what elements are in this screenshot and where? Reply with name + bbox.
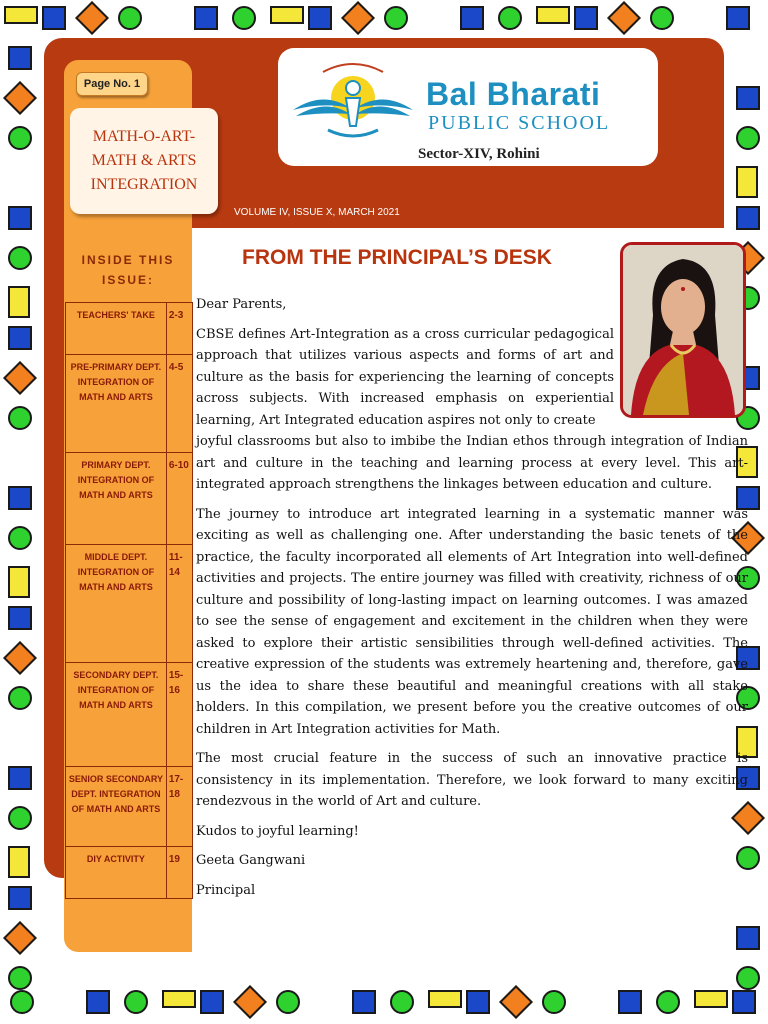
- table-row: [66, 767, 193, 847]
- border-decoration: [726, 6, 750, 30]
- border-decoration: [8, 126, 32, 150]
- border-decoration: [8, 526, 32, 550]
- border-decoration: [352, 990, 376, 1014]
- border-decoration: [341, 1, 375, 35]
- border-decoration: [736, 86, 760, 110]
- border-decoration: [308, 6, 332, 30]
- border-decoration: [499, 985, 533, 1019]
- border-decoration: [618, 990, 642, 1014]
- border-decoration: [428, 990, 462, 1008]
- border-decoration: [656, 990, 680, 1014]
- border-decoration: [650, 6, 674, 30]
- contents-pages: 2-3: [166, 303, 192, 355]
- border-decoration: [8, 686, 32, 710]
- signature-name: Geeta Gangwani: [196, 853, 306, 868]
- border-decoration: [8, 766, 32, 790]
- letter-paragraph: The most crucial feature in the success of such an innovative practice is consistency in its implementation. Therefore, we look forward to many exciting rendezvous in the world of Art and culture.: [196, 751, 748, 809]
- border-decoration: [736, 166, 758, 198]
- border-decoration: [8, 966, 32, 990]
- border-decoration: [75, 1, 109, 35]
- border-decoration: [3, 81, 37, 115]
- border-decoration: [162, 990, 196, 1008]
- inside-issue-label: INSIDE THIS ISSUE:: [81, 253, 175, 287]
- border-decoration: [3, 641, 37, 675]
- contents-section: SECONDARY DEPT. INTEGRATION OF MATH AND ARTS: [66, 663, 167, 767]
- border-decoration: [270, 6, 304, 24]
- volume-issue: VOLUME IV, ISSUE X, MARCH 2021: [234, 207, 400, 218]
- principal-letter: [196, 294, 748, 909]
- school-name: Bal Bharati: [426, 76, 601, 112]
- letter-salutation: Dear Parents,: [196, 297, 287, 312]
- border-decoration: [124, 990, 148, 1014]
- border-decoration: [232, 6, 256, 30]
- table-row: [66, 355, 193, 453]
- contents-section: PRIMARY DEPT. INTEGRATION OF MATH AND ARTS: [66, 453, 167, 545]
- contents-pages: 19: [166, 847, 192, 899]
- newsletter-title: MATH-O-ART- MATH & ARTS INTEGRATION: [70, 108, 218, 214]
- contents-section: SENIOR SECONDARY DEPT. INTEGRATION OF MATH AND ARTS: [66, 767, 167, 847]
- border-decoration: [542, 990, 566, 1014]
- border-decoration: [736, 966, 760, 990]
- border-decoration: [384, 6, 408, 30]
- border-decoration: [3, 361, 37, 395]
- border-decoration: [86, 990, 110, 1014]
- school-location: Sector-XIV, Rohini: [418, 146, 540, 162]
- border-decoration: [390, 990, 414, 1014]
- school-subtitle: PUBLIC SCHOOL: [428, 112, 611, 134]
- table-row: [66, 545, 193, 663]
- contents-pages: 6-10: [166, 453, 192, 545]
- contents-section: TEACHERS' TAKE: [66, 303, 167, 355]
- contents-pages: 15-16: [166, 663, 192, 767]
- contents-section: PRE-PRIMARY DEPT. INTEGRATION OF MATH AND ARTS: [66, 355, 167, 453]
- table-row: [66, 847, 193, 899]
- border-decoration: [694, 990, 728, 1008]
- contents-section: DIY ACTIVITY: [66, 847, 167, 899]
- border-decoration: [3, 921, 37, 955]
- border-decoration: [498, 6, 522, 30]
- contents-section: MIDDLE DEPT. INTEGRATION OF MATH AND ARTS: [66, 545, 167, 663]
- border-decoration: [118, 6, 142, 30]
- contents-table: [65, 302, 193, 899]
- letter-paragraph: The journey to introduce art integrated learning in a systematic manner was exciting as well as challenging one. After understanding the basic tenets of the practice, the faculty incorporated all elements of Art Integration into well-defined activities and projects. The entire journey was filled with creativity, richness of our culture and possibility of long-lasting impact on learning outcomes. I was amazed to see the sense of engagement and excitement in the children when they were asked to explore their artistic sensibilities through well-defined activities. The creative expression of the students was extremely heartening and, therefore, gave us the idea to share these beautiful and meaningful creations with all stake holders. In this compilation, we present before you the creative outcomes of our children in Art Integration activities for Math.: [196, 506, 748, 737]
- contents-pages: 11-14: [166, 545, 192, 663]
- border-decoration: [574, 6, 598, 30]
- table-row: [66, 663, 193, 767]
- border-decoration: [194, 6, 218, 30]
- border-decoration: [736, 926, 760, 950]
- school-emblem-icon: [288, 60, 418, 150]
- border-decoration: [460, 6, 484, 30]
- border-decoration: [8, 846, 30, 878]
- letter-paragraph: joyful classrooms but also to imbibe the Indian ethos through integration of Indian art and culture in the teaching and learning process at every level. This art-integrated approach strengthens the linkages between education and culture.: [196, 434, 748, 492]
- border-decoration: [732, 990, 756, 1014]
- border-decoration: [233, 985, 267, 1019]
- table-row: [66, 303, 193, 355]
- border-decoration: [466, 990, 490, 1014]
- contents-pages: 17-18: [166, 767, 192, 847]
- contents-pages: 4-5: [166, 355, 192, 453]
- border-decoration: [8, 406, 32, 430]
- article-title: FROM THE PRINCIPAL’S DESK: [242, 246, 552, 269]
- letter-paragraph: CBSE defines Art-Integration as a cross curricular pedagogical approach that utilizes various aspects and forms of art and culture as the basis for experiencing the learning of concepts across subjects. With increased emphasis on experiential learning, Art Integrated education aspires not only to create: [196, 326, 614, 428]
- border-decoration: [10, 990, 34, 1014]
- border-decoration: [8, 566, 30, 598]
- border-decoration: [8, 486, 32, 510]
- border-decoration: [8, 286, 30, 318]
- border-decoration: [8, 326, 32, 350]
- border-decoration: [8, 246, 32, 270]
- border-decoration: [8, 886, 32, 910]
- letter-closing: Kudos to joyful learning!: [196, 823, 359, 839]
- left-band: [44, 228, 64, 878]
- border-decoration: [8, 806, 32, 830]
- border-decoration: [200, 990, 224, 1014]
- border-decoration: [8, 206, 32, 230]
- table-row: [66, 453, 193, 545]
- border-decoration: [42, 6, 66, 30]
- page-number-badge: Page No. 1: [76, 72, 148, 96]
- border-decoration: [276, 990, 300, 1014]
- border-decoration: [8, 46, 32, 70]
- border-decoration: [536, 6, 570, 24]
- signature-title: Principal: [196, 882, 256, 898]
- border-decoration: [607, 1, 641, 35]
- border-decoration: [4, 6, 38, 24]
- border-decoration: [736, 126, 760, 150]
- border-decoration: [8, 606, 32, 630]
- border-decoration: [736, 206, 760, 230]
